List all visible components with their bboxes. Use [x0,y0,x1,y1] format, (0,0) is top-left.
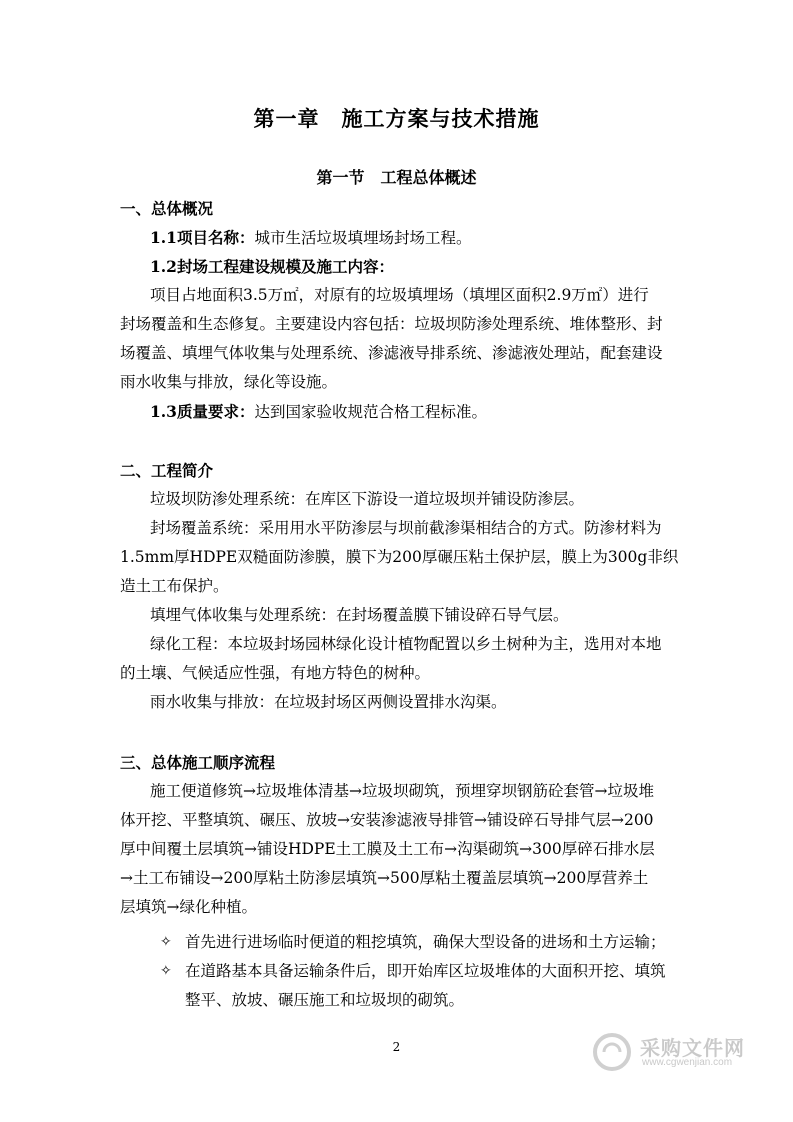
paragraph-line: 施工便道修筑→垃圾堆体清基→垃圾坝砌筑，预埋穿坝钢筋砼套管→垃圾堆 [150,782,654,800]
chapter-title: 第一章 施工方案与技术措施 [253,106,540,131]
paragraph-line: 层填筑→绿化种植。 [120,898,257,916]
watermark-text: 采购文件网 [640,1038,745,1060]
bullet-item: 首先进行进场临时便道的粗挖填筑，确保大型设备的进场和土方运输； [185,933,666,951]
paragraph-line: 项目占地面积3.5万㎡，对原有的垃圾填埋场（填埋区面积2.9万㎡）进行 [150,286,649,304]
bullet-item: 在道路基本具备运输条件后，即开始库区垃圾堆体的大面积开挖、填筑 [185,962,666,980]
section-2-heading: 二、工程简介 [120,461,214,480]
item-1-1 [150,223,675,253]
paragraph-line: 填埋气体收集与处理系统：在封场覆盖膜下铺设碎石导气层。 [150,606,569,624]
paragraph-line: 封场覆盖和生态修复。主要建设内容包括：垃圾坝防渗处理系统、堆体整形、封 [120,315,663,333]
bullet-item-continuation: 整平、放坡、碾压施工和垃圾坝的砌筑。 [185,991,465,1009]
paragraph-line: 场覆盖、填埋气体收集与处理系统、渗滤液导排系统、渗滤液处理站，配套建设 [120,344,663,362]
section-1-heading: 一、总体概况 [120,199,214,218]
page-number: 2 [392,1040,401,1054]
item-1-3-label: 1.3质量要求： [150,402,255,421]
item-1-3-text: 达到国家验收规范合格工程标准。 [254,403,487,421]
paragraph-line: 封场覆盖系统：采用用水平防渗层与坝前截渗渠相结合的方式。防渗材料为 [150,519,662,537]
paragraph-line: 雨水收集与排放：在垃圾封场区两侧设置排水沟渠。 [150,693,507,711]
paragraph-line: →土工布铺设→200厚粘土防渗层填筑→500厚粘土覆盖层填筑→200厚营养土 [120,869,649,887]
item-1-1-text: 城市生活垃圾填埋场封场工程。 [254,229,472,247]
paragraph-line: 垃圾坝防渗处理系统：在库区下游设一道垃圾坝并铺设防渗层。 [150,490,585,508]
item-1-2-label: 1.2封场工程建设规模及施工内容： [150,257,394,276]
diamond-bullet-icon: ✧ [160,934,172,950]
item-1-3 [150,397,675,427]
paragraph-line: 厚中间覆土层填筑→铺设HDPE土工膜及土工布→沟渠砌筑→300厚碎石排水层 [120,840,655,858]
section-3-heading: 三、总体施工顺序流程 [120,753,276,772]
paragraph-line: 造土工布保护。 [120,577,229,595]
item-1-1-label: 1.1项目名称： [150,228,255,247]
diamond-bullet-icon: ✧ [160,963,172,979]
paragraph-line: 1.5mm厚HDPE双糙面防渗膜，膜下为200厚碾压粘土保护层，膜上为300g非织 [120,548,679,566]
watermark-url: www.cgwenjian.com [642,1057,733,1068]
paragraph-line: 的土壤、气候适应性强，有地方特色的树种。 [120,664,431,682]
paragraph-line: 体开挖、平整填筑、碾压、放坡→安装渗滤液导排管→铺设碎石导排气层→200 [120,811,654,829]
section-title: 第一节 工程总体概述 [316,168,477,187]
paragraph-line: 雨水收集与排放，绿化等设施。 [120,373,338,391]
paragraph-line: 绿化工程：本垃圾封场园林绿化设计植物配置以乡土树种为主，选用对本地 [150,635,662,653]
